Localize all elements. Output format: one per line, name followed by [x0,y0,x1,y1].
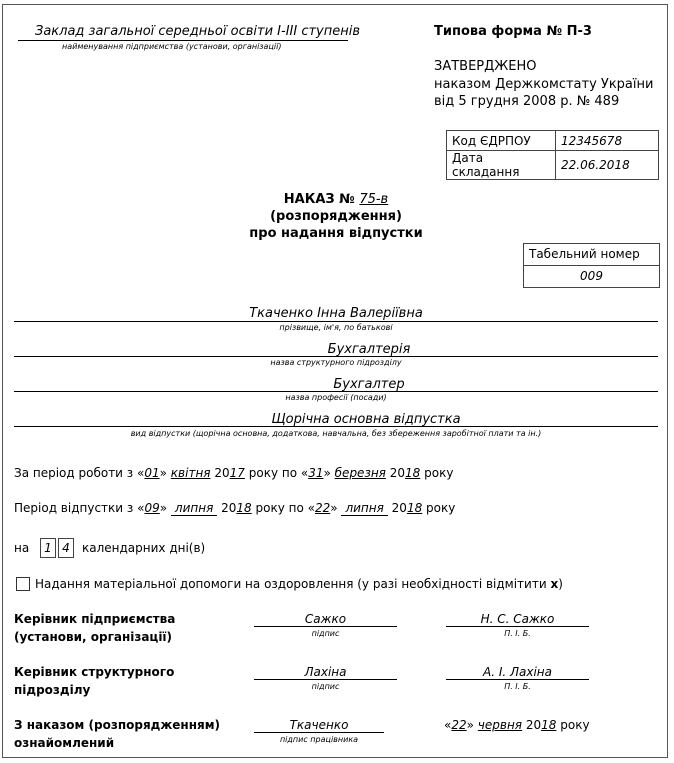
position-caption: назва професії (посади) [285,393,387,402]
head-title-1: Керівник підприємства [14,612,176,626]
employee-department: Бухгалтерія [327,342,411,357]
head-name: Н. С. Сажко [480,612,555,626]
form-type: Типова форма № П-3 [434,24,592,39]
order-title-prefix: НАКАЗ № [283,192,355,207]
leave-from-month: липня [171,501,217,516]
leave-type-line [14,426,658,427]
leave-to-day: 22 [314,501,331,515]
work-quote-2: » [323,466,331,480]
dept-head-sign-line [254,679,397,680]
days-digit-2: 4 [58,538,74,558]
work-from-year: 17 [229,466,245,480]
employee-name: Ткаченко Інна Валеріївна [249,306,423,321]
ack-sign-caption: підпис працівника [279,735,359,744]
org-name-line [18,40,348,41]
leave-quote-2: » [330,501,338,515]
head-name-line [446,626,589,627]
days-suffix: календарних дні(в) [82,541,206,555]
tabel-box [523,243,660,288]
dept-head-title-2: підрозділу [14,683,91,697]
dept-head-sign: Лахіна [304,665,347,679]
approved-date: від 5 грудня 2008 р. № 489 [434,94,620,109]
head-sign: Сажко [304,612,347,626]
approved-by: наказом Держкомстату України [434,77,654,92]
org-caption: найменування підприємства (установи, організації) [62,42,282,51]
leave-to-year: 18 [406,501,423,515]
ack-title-2: ознайомлений [14,736,115,750]
department-line [14,356,658,357]
work-period-line [14,466,453,480]
ack-sign: Ткаченко [289,718,349,732]
edrpou-row [447,131,659,151]
leave-period-line [14,501,455,515]
dept-head-sign-caption: підпис [311,682,340,691]
ack-sign-line [254,732,384,733]
order-number: 75-в [359,192,389,207]
leave-from-year-prefix: 20 [221,501,237,515]
leave-period-prefix: Період відпустки з « [14,501,145,515]
date-value: 22.06.2018 [556,151,659,180]
employee-name-caption: прізвище, ім'я, по батькові [279,323,393,332]
work-from-month: квітня [170,466,211,480]
work-period-mid: року по « [248,466,309,480]
ack-date-day: 22 [451,718,467,732]
leave-period-suffix: року [426,501,456,515]
days-prefix: на [14,541,30,555]
aid-label: Надання матеріальної допомоги на оздоровлення (у разі необхідності відмітити [35,577,547,591]
ack-date-close: » [466,718,474,732]
aid-label-line [35,577,563,591]
dept-head-name-caption: П. І. Б. [504,682,531,691]
ack-title-1: З наказом (розпорядженням) [14,718,221,732]
aid-close: ) [558,577,563,591]
aid-mark: х [550,577,559,591]
work-to-month: березня [334,466,386,480]
leave-from-year: 18 [236,501,252,515]
work-from-year-prefix: 20 [214,466,230,480]
dept-head-title-1: Керівник структурного [14,665,175,679]
ack-date-year-prefix: 20 [525,718,542,732]
leave-quote-1: » [159,501,168,515]
leave-period-mid: року по « [255,501,315,515]
work-period-prefix: За період роботи з « [14,466,145,480]
employee-name-line [14,321,658,322]
approved-label: ЗАТВЕРДЖЕНО [434,59,537,74]
ack-date-year: 18 [541,718,557,732]
work-period-suffix: року [424,466,454,480]
ack-date [444,718,590,732]
codes-table [446,130,659,180]
order-title [236,192,436,207]
leave-type: Щорічна основна відпустка [271,412,461,427]
department-caption: назва структурного підрозділу [270,358,402,367]
head-title-2: (установи, організації) [14,630,173,644]
leave-to-year-prefix: 20 [391,501,407,515]
tabel-label: Табельний номер [529,247,640,261]
order-subtitle: (розпорядження) [270,209,402,224]
tabel-value: 009 [524,265,659,287]
work-quote-1: » [159,466,167,480]
leave-to-month: липня [341,501,387,516]
dept-head-name: А. І. Лахіна [482,665,553,679]
dept-head-name-line [446,679,589,680]
work-from-day: 01 [144,466,160,480]
order-about: про надання відпустки [249,226,423,241]
leave-type-caption: вид відпустки (щорічна основна, додаткова, навчальна, без збереження заробітної плати та ін.) [130,429,542,438]
ack-date-open: « [444,718,452,732]
ack-date-suffix: року [560,718,590,732]
head-sign-caption: підпис [311,629,340,638]
position-line [14,391,658,392]
aid-checkbox[interactable] [16,577,30,591]
date-label: Дата складання [447,151,556,180]
work-to-year-prefix: 20 [389,466,405,480]
head-sign-line [254,626,397,627]
days-digit-1: 1 [40,538,56,558]
org-name: Заклад загальної середньої освіти I-III ступенів [35,24,361,39]
work-to-year: 18 [405,466,421,480]
ack-date-month: червня [477,718,523,732]
employee-position: Бухгалтер [333,377,405,392]
edrpou-value: 12345678 [556,131,659,151]
work-to-day: 31 [308,466,324,480]
leave-from-day: 09 [144,501,160,515]
edrpou-label: Код ЄДРПОУ [447,131,556,151]
date-row [447,151,659,180]
head-name-caption: П. І. Б. [504,629,531,638]
